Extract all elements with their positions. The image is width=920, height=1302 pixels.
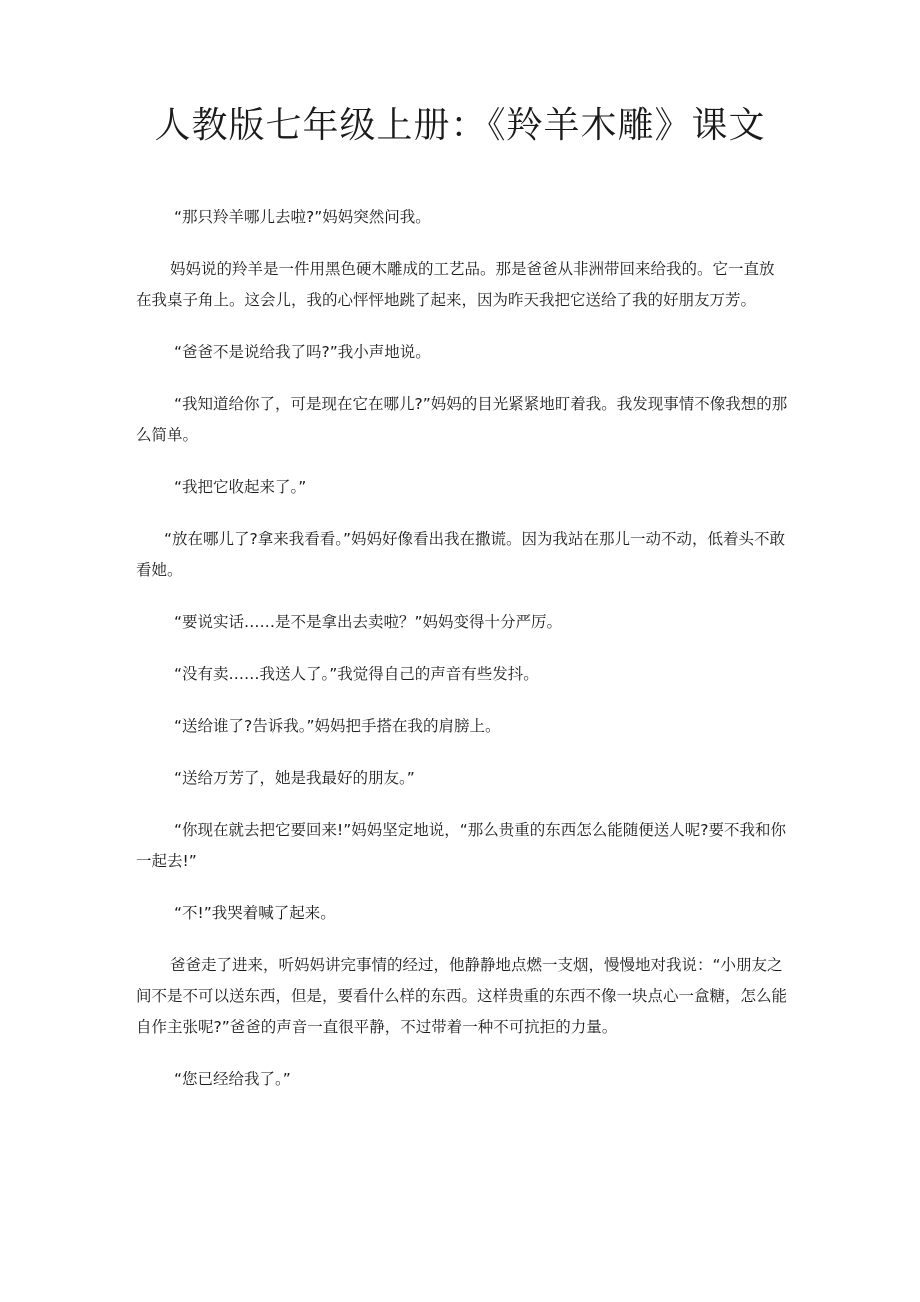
paragraph-4: “我知道给你了，可是现在它在哪儿?”妈妈的目光紧紧地盯着我。我发现事情不像我想的那么简单。 <box>136 395 788 444</box>
paragraph-5: “我把它收起来了。” <box>174 478 307 496</box>
paragraph-10: “送给万芳了，她是我最好的朋友。” <box>174 769 415 787</box>
paragraph-12: “不!”我哭着喊了起来。 <box>174 904 336 922</box>
document-title: 人教版七年级上册：《羚羊木雕》课文 <box>154 105 766 146</box>
paragraph-3: “爸爸不是说给我了吗?”我小声地说。 <box>174 343 431 361</box>
paragraph-8: “没有卖……我送人了。”我觉得自己的声音有些发抖。 <box>174 665 539 683</box>
paragraph-2: 妈妈说的羚羊是一件用黑色硬木雕成的工艺品。那是爸爸从非洲带回来给我的。它一直放在我桌子角上。这会儿，我的心怦怦地跳了起来，因为昨天我把它送给了我的好朋友万芳。 <box>136 260 775 309</box>
paragraph-9: “送给谁了?告诉我。”妈妈把手搭在我的肩膀上。 <box>174 717 501 735</box>
paragraph-13: 爸爸走了进来，听妈妈讲完事情的经过，他静静地点燃一支烟，慢慢地对我说：“小朋友之间不是不可以送东西，但是，要看什么样的东西。这样贵重的东西不像一块点心一盒糖，怎么能自作主张呢?”爸爸的声音一直很平静，不过带着一种不可抗拒的力量。 <box>136 956 788 1036</box>
paragraph-14: “您已经给我了。” <box>174 1070 291 1088</box>
paragraph-6: “放在哪儿了?拿来我看看。”妈妈好像看出我在撒谎。因为我站在那儿一动不动，低着头不敢看她。 <box>136 530 786 579</box>
paragraph-7: “要说实话……是不是拿出去卖啦？”妈妈变得十分严厉。 <box>174 613 563 631</box>
paragraph-1: “那只羚羊哪儿去啦?”妈妈突然问我。 <box>174 208 431 226</box>
paragraph-11: “你现在就去把它要回来!”妈妈坚定地说，“那么贵重的东西怎么能随便送人呢?要不我和你一起去!” <box>136 821 787 870</box>
document-body <box>136 202 788 1116</box>
